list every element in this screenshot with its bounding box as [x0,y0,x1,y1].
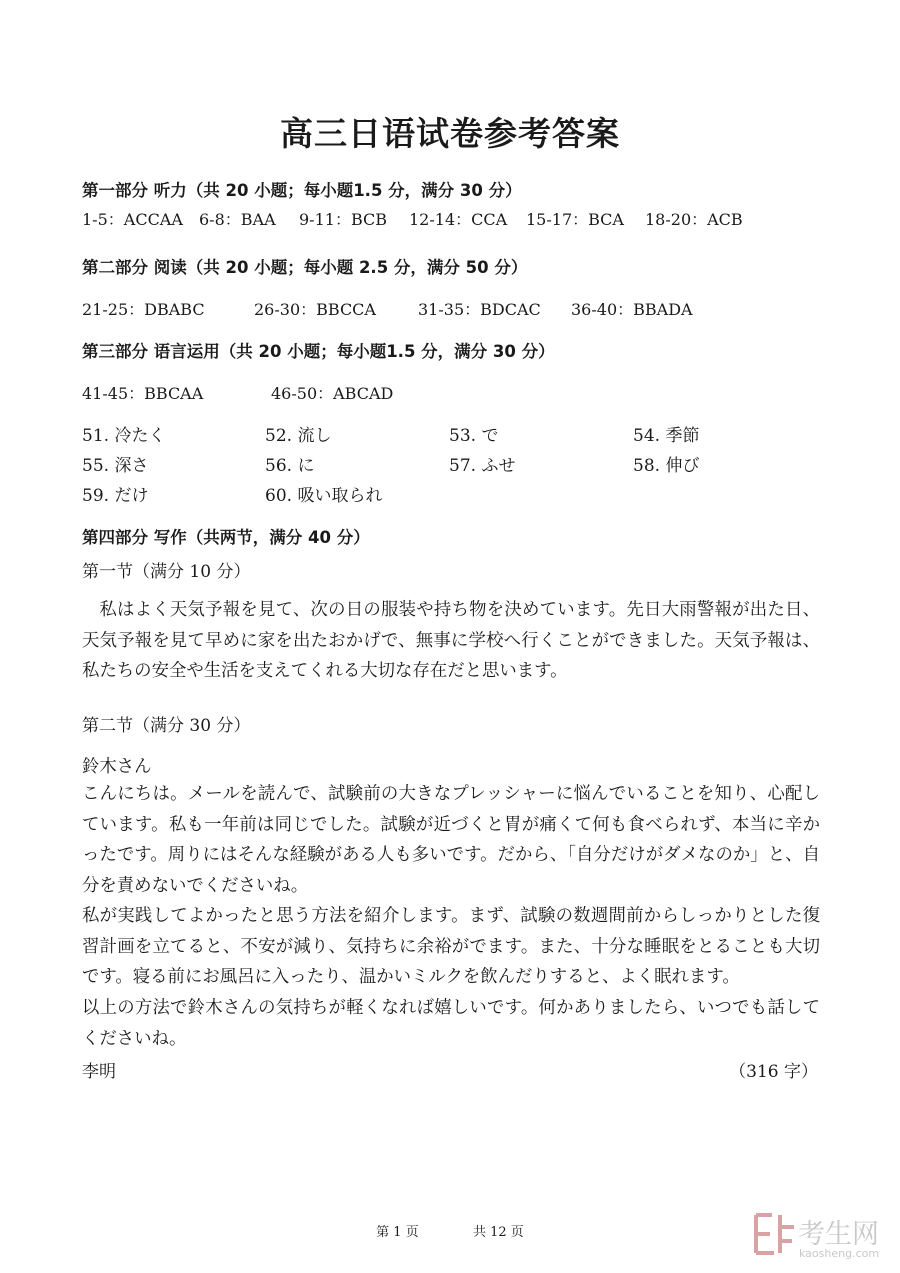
watermark-url: kaosheng.com [799,1247,880,1260]
letter-signature: 李明 [82,1062,116,1082]
blank-answer: 52. 流し [265,426,332,446]
letter-paragraph: こんにちは。メールを読んで、試験前の大きなプレッシャーに悩んでいることを知り、心配しています。私も一年前は同じでした。試験が近づくと胃が痛くて何も食べられず、本当に辛かったです。周りにはそんな経験がある人も多いです。だから、「自分だけがダメなのか」と、自分を責めないでくださいね。 [82,784,820,896]
blank-answer: 54. 季節 [633,426,700,446]
part1-answer: 12-14：CCA [409,210,508,229]
page-title: 高三日语试卷参考答案 [280,114,620,153]
blank-answer: 59. だけ [82,486,149,506]
part1-answer: 1-5：ACCAA [82,210,183,229]
part3-heading: 第三部分 语言运用（共 20 小题；每小题1.5 分，满分 30 分） [82,342,555,361]
part1-heading: 第一部分 听力（共 20 小题；每小题1.5 分，满分 30 分） [82,181,522,200]
letter-paragraph: 私が実践してよかったと思う方法を紹介します。まず、試験の数週間前からしっかりとした復習計画を立てると、不安が減り、気持ちに余裕がでます。また、十分な睡眠をとることも大切です。寝る前にお風呂に入ったり、温かいミルクを飲んだりすると、よく眠れます。 [82,906,820,987]
part3-answer: 41-45：BBCAA [82,384,204,403]
blank-answer: 58. 伸び [633,456,700,476]
part1-answer: 9-11：BCB [299,210,388,229]
part2-heading: 第二部分 阅读（共 20 小题；每小题 2.5 分，满分 50 分） [82,258,528,277]
watermark-brand: 考生网 [798,1219,879,1250]
part2-answer: 36-40：BBADA [571,300,693,319]
part1-answer: 18-20：ACB [645,210,743,229]
page-number: 第 1 页 [376,1225,419,1240]
part3-answer: 46-50：ABCAD [271,384,394,403]
section1-heading: 第一节（满分 10 分） [82,562,251,582]
part1-answer: 6-8：BAA [199,210,276,229]
word-count: （316 字） [729,1062,818,1082]
blank-answer: 51. 冷たく [82,426,166,446]
page-total: 共 12 页 [473,1225,524,1240]
part2-answer: 31-35：BDCAC [418,300,541,319]
section1-essay: 私はよく天気予報を見て、次の日の服装や持ち物を決めています。先日大雨警報が出た日、天気予報を見て早めに家を出たおかげで、無事に学校へ行くことができました。天気予報は、私たちの安全や生活を支えてくれる大切な存在だと思います。 [82,600,820,681]
part4-heading: 第四部分 写作（共两节，满分 40 分） [82,528,370,547]
letter-salutation: 鈴木さん [82,757,152,777]
section2-heading: 第二节（满分 30 分） [82,716,251,736]
blank-answer: 55. 深さ [82,456,149,476]
blank-answer: 60. 吸い取られ [265,486,383,506]
blank-answer: 56. に [265,456,315,476]
kaosheng-watermark-logo [752,1209,882,1261]
kaosheng-logo-icon [752,1209,882,1261]
part2-answer: 26-30：BBCCA [254,300,376,319]
part2-answer: 21-25：DBABC [82,300,205,319]
blank-answer: 53. で [449,426,499,446]
letter-paragraph: 以上の方法で鈴木さんの気持ちが軽くなれば嬉しいです。何かありましたら、いつでも話してくださいね。 [82,998,820,1049]
blank-answer: 57. ふせ [449,456,516,476]
part1-answer: 15-17：BCA [526,210,624,229]
